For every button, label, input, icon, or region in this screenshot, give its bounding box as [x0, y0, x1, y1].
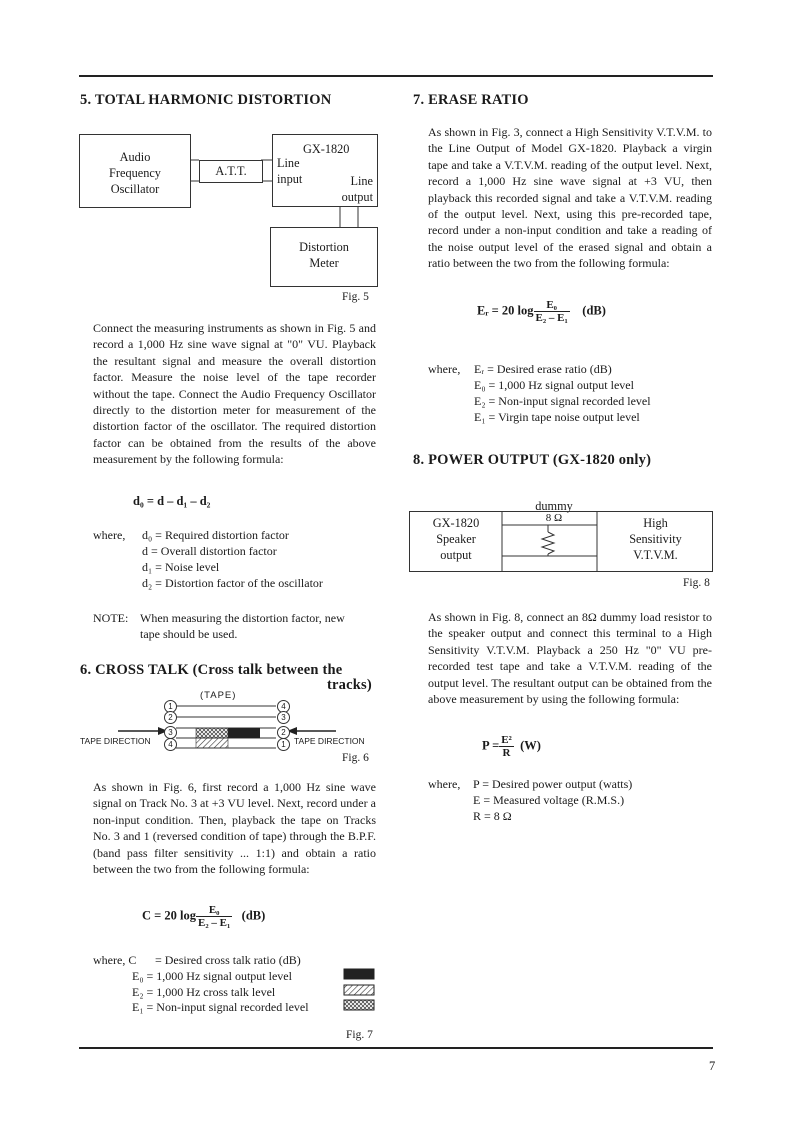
right-track-3: 3: [277, 711, 290, 724]
dummy-label: dummy: [535, 499, 573, 513]
att-box: [199, 160, 263, 183]
section-5-def-2: d₁ = Noise level: [142, 560, 220, 574]
oscillator-box: [79, 134, 191, 208]
section-7-where: where,: [428, 362, 461, 376]
osc-line-1: Audio: [119, 150, 151, 164]
power-formula-left: P =: [482, 738, 500, 753]
gx1820-box: [272, 134, 378, 207]
meter-line-2: Meter: [309, 256, 339, 270]
bottom-rule: [79, 1047, 713, 1049]
legend-swatch-e1: [344, 1000, 374, 1010]
section-7-formula: [477, 299, 606, 324]
gx-line-input-1: Line: [277, 156, 300, 170]
fig7-caption: Fig. 7: [346, 1029, 373, 1041]
fig8-caption: Fig. 8: [683, 577, 710, 589]
right-track-2: 2: [277, 726, 290, 739]
section-8-def-2: R = 8 Ω: [473, 809, 512, 823]
section-6-def-0: = Desired cross talk ratio (dB): [155, 953, 301, 967]
erase-denominator: E₂ – E₁: [535, 312, 568, 324]
tape-label: (TAPE): [200, 690, 237, 701]
tape-direction-left: TAPE DIRECTION: [80, 736, 151, 746]
tape-direction-right: TAPE DIRECTION: [294, 736, 365, 746]
gx-line-input-2: input: [277, 172, 303, 186]
right-track-4: 4: [277, 700, 290, 713]
section-5-def-0: d₀ = Required distortion factor: [142, 528, 289, 542]
erase-unit: (dB): [582, 303, 606, 318]
note-line-2: tape should be used.: [140, 627, 238, 641]
section-8-def-1: E = Measured voltage (R.M.S.): [473, 793, 625, 807]
section-5-formula: d₀ = d – d₁ – d₂: [133, 494, 211, 508]
cross-talk-formula-left: C = 20 log: [142, 908, 196, 923]
gx1820-title: GX-1820: [303, 142, 350, 156]
section-7-def-0: Eᵣ = Desired erase ratio (dB): [474, 362, 612, 376]
section-7-title: 7. ERASE RATIO: [413, 92, 529, 108]
section-6-paragraph: As shown in Fig. 6, first record a 1,000 Hz sine wave signal on Track No. 3 at +3 VU level. Next, record under a non-input condition. Then, playback the tape on Tracks No. 3 and 1 (reversed condition of tape) through the B.P.F. (band pass filter sensitivity ... 1:1) and obtain a ratio between the two from the following formula:: [93, 780, 376, 877]
fig6-tape: [0, 690, 400, 760]
power-denominator: R: [502, 747, 511, 759]
erase-formula-left: Eᵣ = 20 log: [477, 303, 534, 318]
note-label: NOTE:: [93, 611, 129, 625]
section-8-formula: [482, 734, 541, 759]
page-number: 7: [709, 1059, 716, 1073]
att-label: A.T.T.: [215, 164, 247, 178]
section-8-def-0: P = Desired power output (watts): [473, 777, 633, 791]
fig5-caption: Fig. 5: [342, 291, 369, 303]
legend-swatch-e2: [344, 985, 374, 995]
section-6-def-3: E₁ = Non-input signal recorded level: [132, 1000, 309, 1014]
section-8-where: where,: [428, 777, 461, 791]
section-6-title-cont: tracks): [327, 677, 372, 693]
left-track-1: 1: [164, 700, 177, 713]
gx-line-output-2: output: [341, 190, 373, 204]
left-track-3: 3: [164, 726, 177, 739]
ohm-label: 8 Ω: [545, 512, 563, 524]
section-8-paragraph: As shown in Fig. 8, connect an 8Ω dummy load resistor to the speaker output and connect this terminal to a High Sensitivity V.T.V.M. Playback a 250 Hz "0" VU pre-recorded test tape and take a V.T.V.M. reading of the output level. The resultant output can be obtained from the above measurement by using the following formula:: [428, 610, 712, 707]
fig7-legend: [343, 966, 377, 1014]
section-7-def-1: E₀ = 1,000 Hz signal output level: [474, 378, 634, 392]
section-7-def-3: E₁ = Virgin tape noise output level: [474, 410, 640, 424]
fig8-vtvm-line-1: High: [643, 516, 668, 530]
section-5-where: where,: [93, 528, 126, 542]
section-8-title: 8. POWER OUTPUT (GX-1820 only): [413, 452, 652, 468]
gx-line-output-1: Line: [350, 174, 373, 188]
note-line-1: When measuring the distortion factor, new: [140, 611, 345, 625]
osc-line-2: Frequency: [109, 166, 161, 180]
fig8-gx-line-3: output: [440, 548, 472, 562]
osc-line-3: Oscillator: [110, 182, 160, 196]
section-5-def-1: d = Overall distortion factor: [142, 544, 277, 558]
fig8-gx-line-2: Speaker: [436, 532, 476, 546]
distortion-meter-box: [270, 227, 378, 287]
section-7-paragraph: As shown in Fig. 3, connect a High Sensitivity V.T.V.M. to the Line Output of Model GX-1820. Playback a virgin tape and take a V.T.V.M. reading of the output level. Next, record a 1,000 Hz sine wave signal at +3 VU, then playback this recorded signal and take a V.T.V.M. reading of the output level. Next, using this pre-recorded tape, record under a non-input condition and take a reading of the noise output level of the erased signal and obtain a ratio between the two from the following formula:: [428, 125, 712, 271]
power-unit: (W): [520, 738, 541, 753]
fig8-vtvm-line-2: Sensitivity: [629, 532, 682, 546]
section-5-def-3: d₂ = Distortion factor of the oscillator: [142, 576, 323, 590]
fig6-caption: Fig. 6: [342, 752, 369, 764]
right-track-1: 1: [277, 738, 290, 751]
section-6-formula: [142, 904, 265, 929]
section-6-def-1: E₀ = 1,000 Hz signal output level: [132, 969, 292, 983]
fig8-vtvm-line-3: V.T.V.M.: [633, 548, 678, 562]
erase-numerator: E₀: [534, 299, 570, 312]
meter-line-1: Distortion: [299, 240, 349, 254]
legend-swatch-e0: [344, 969, 374, 979]
section-6-where: where, C: [93, 953, 137, 967]
section-6-def-2: E₂ = 1,000 Hz cross talk level: [132, 985, 276, 999]
section-5-title: 5. TOTAL HARMONIC DISTORTION: [80, 92, 332, 108]
section-6-title: 6. CROSS TALK (Cross talk between the: [80, 662, 343, 678]
section-7-def-2: E₂ = Non-input signal recorded level: [474, 394, 651, 408]
left-track-4: 4: [164, 738, 177, 751]
left-track-2: 2: [164, 711, 177, 724]
cross-talk-denominator: E₂ – E₁: [198, 917, 231, 929]
section-5-paragraph: Connect the measuring instruments as shown in Fig. 5 and record a 1,000 Hz sine wave signal at "0" VU. Playback the resultant signal and measure the overall distortion factor. Measure the noise level of the tape recorder without the tape. Connect the Audio Frequency Oscillator directly to the distortion meter for measurement of the distortion factor of the oscillator. The required distortion factor can be obtained from the results of the above measurement by the following formula:: [93, 321, 376, 467]
power-numerator: E²: [501, 734, 512, 746]
cross-talk-numerator: E₀: [196, 904, 232, 917]
cross-talk-unit: (dB): [241, 908, 266, 923]
fig8-gx-line-1: GX-1820: [432, 516, 480, 530]
